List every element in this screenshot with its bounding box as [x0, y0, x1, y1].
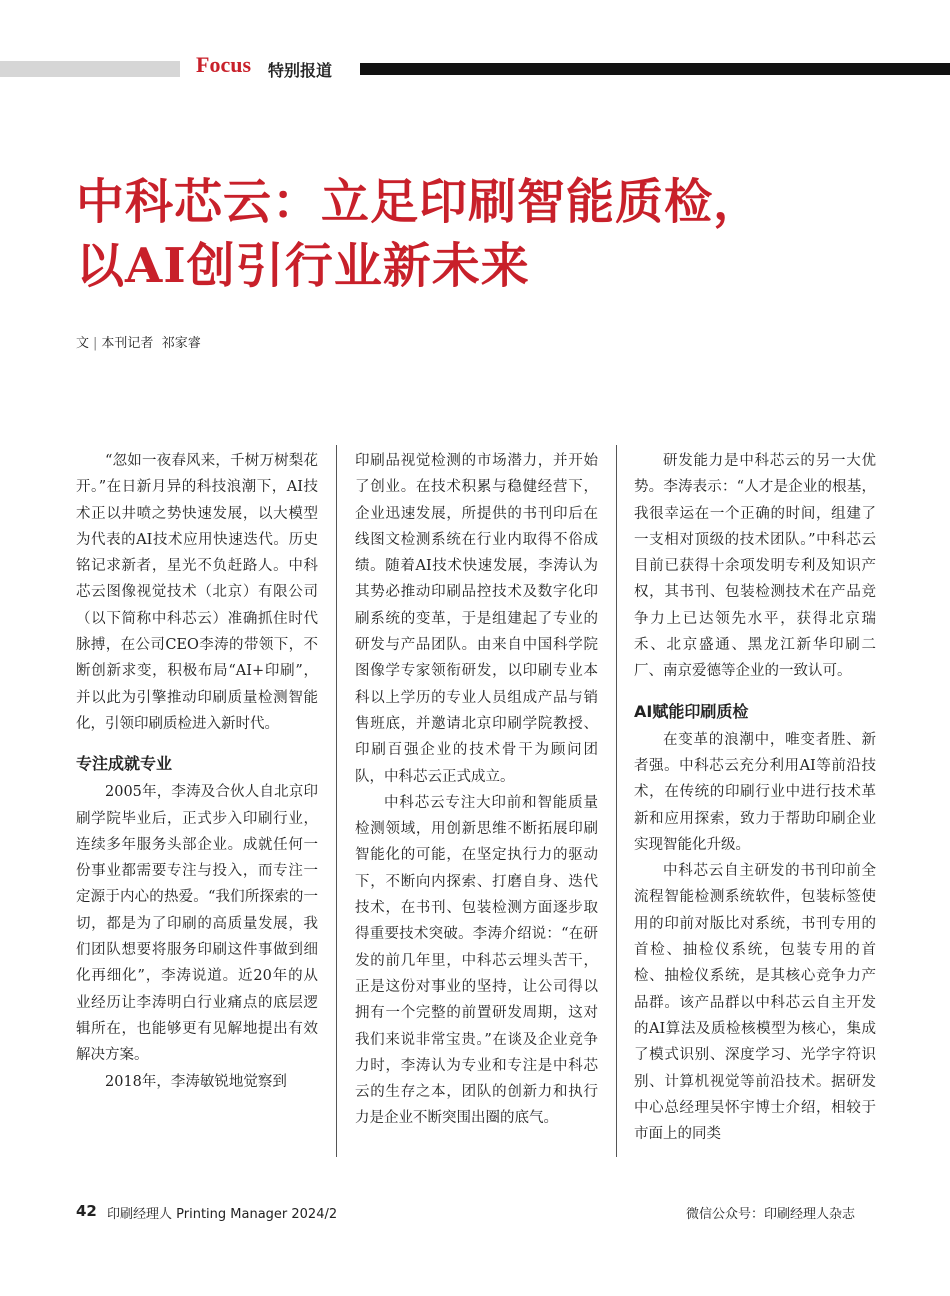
title-line-2: 以AI创引行业新未来: [76, 238, 530, 294]
article-column-3: [634, 448, 876, 1147]
subheading: 专注成就专业: [76, 754, 173, 774]
article-column-2: [355, 448, 598, 1132]
paragraph: 中科芯云专注大印前和智能质量检测领域，用创新思维不断拓展印刷智能化的可能，在坚定执行力的驱动下，不断向内探索、打磨自身、迭代技术，在书刊、包装检测方面逐步取得重要技术突破。李涛介绍说：“在研发的前几年里，中科芯云埋头苦干，正是这份对事业的坚持，让公司得以拥有一个完整的前置研发周期，这对我们来说非常宝贵。”在谈及企业竞争力时，李涛认为专业和专注是中科芯云的生存之本，团队的创新力和执行力是企业不断突围出圈的底气。: [355, 794, 598, 1127]
paragraph: 中科芯云自主研发的书刊印前全流程智能检测系统软件，包装标签使用的印前对版比对系统，书刊专用的首检、抽检仪系统，包装专用的首检、抽检仪系统，是其核心竞争力产品群。该产品群以中科芯云自主开发的AI算法及质检核模型为核心，集成了模式识别、深度学习、光学字符识别、计算机视觉等前沿技术。据研发中心总经理吴怀宇博士介绍，相较于市面上的同类: [634, 863, 876, 1143]
byline-prefix: 文: [76, 336, 90, 351]
paragraph: 在变革的浪潮中，唯变者胜、新者强。中科芯云充分利用AI等前沿技术，在传统的印刷行业中进行技术革新和应用探索，致力于帮助印刷企业实现智能化升级。: [634, 731, 876, 853]
column-divider: [336, 445, 337, 1157]
column-divider: [616, 445, 617, 1157]
header-black-bar: [360, 63, 950, 75]
paragraph: 2018年，李涛敏锐地觉察到: [105, 1073, 287, 1090]
paragraph: 印刷品视觉检测的市场潜力，并开始了创业。在技术积累与稳健经营下，企业迅速发展，所提供的书刊印后在线图文检测系统在行业内取得不俗成绩。随着AI技术快速发展，李涛认为其势必推动印刷品控技术及数字化印刷系统的变革，于是组建起了专业的研发与产品团队。由来自中国科学院图像学专家领衔研发，以印刷专业本科以上学历的专业人员组成产品与销售班底，并邀请北京印刷学院教授、印刷百强企业的技术骨干为顾问团队，中科芯云正式成立。: [355, 453, 598, 785]
byline: [76, 332, 201, 351]
article-title: [76, 170, 896, 298]
magazine-info: 印刷经理人 Printing Manager 2024/2: [107, 1207, 338, 1222]
subheading: AI赋能印刷质检: [634, 701, 749, 721]
section-focus-label: Focus: [196, 52, 251, 77]
page-number: 42: [76, 1202, 97, 1220]
title-line-1: 中科芯云：立足印刷智能质检，: [76, 174, 763, 230]
paragraph: 2005年，李涛及合伙人自北京印刷学院毕业后，正式步入印刷行业，连续多年服务头部企业。成就任何一份事业都需要专注与投入，而专注一定源于内心的热爱。“我们所探索的一切，都是为了印刷的高质量发展，我们团队想要将服务印刷这件事做到细化再细化”，李涛说道。近20年的从业经历让李涛明白行业痛点的底层逻辑所在，也能够更有见解地提出有效解决方案。: [76, 784, 318, 1064]
byline-role: 本刊记者: [101, 336, 154, 351]
byline-separator: |: [93, 336, 98, 351]
header-grey-bar: [0, 61, 180, 77]
paragraph: 研发能力是中科芯云的另一大优势。李涛表示：“人才是企业的根基，我很幸运在一个正确的时间，组建了一支相对顶级的技术团队。”中科芯云目前已获得十余项发明专利及知识产权，其书刊、包装检测技术在产品竞争力上已达领先水平，获得北京瑞禾、北京盛通、黑龙江新华印刷二厂、南京爱德等企业的一致认可。: [634, 453, 876, 680]
wechat-account: 微信公众号：印刷经理人杂志: [685, 1207, 855, 1222]
paragraph: “忽如一夜春风来，千树万树梨花开。”在日新月异的科技浪潮下，AI技术正以井喷之势快速发展，以大模型为代表的AI技术应用快速迭代。历史铭记求新者，星光不负赶路人。中科芯云图像视觉技术（北京）有限公司（以下简称中科芯云）准确抓住时代脉搏，在公司CEO李涛的带领下，不断创新求变，积极布局“AI+印刷”，并以此为引擎推动印刷质量检测智能化，引领印刷质检进入新时代。: [76, 453, 318, 732]
byline-author: 祁家睿: [161, 336, 201, 351]
section-name: 特别报道: [268, 61, 333, 80]
article-column-1: [76, 448, 318, 1095]
